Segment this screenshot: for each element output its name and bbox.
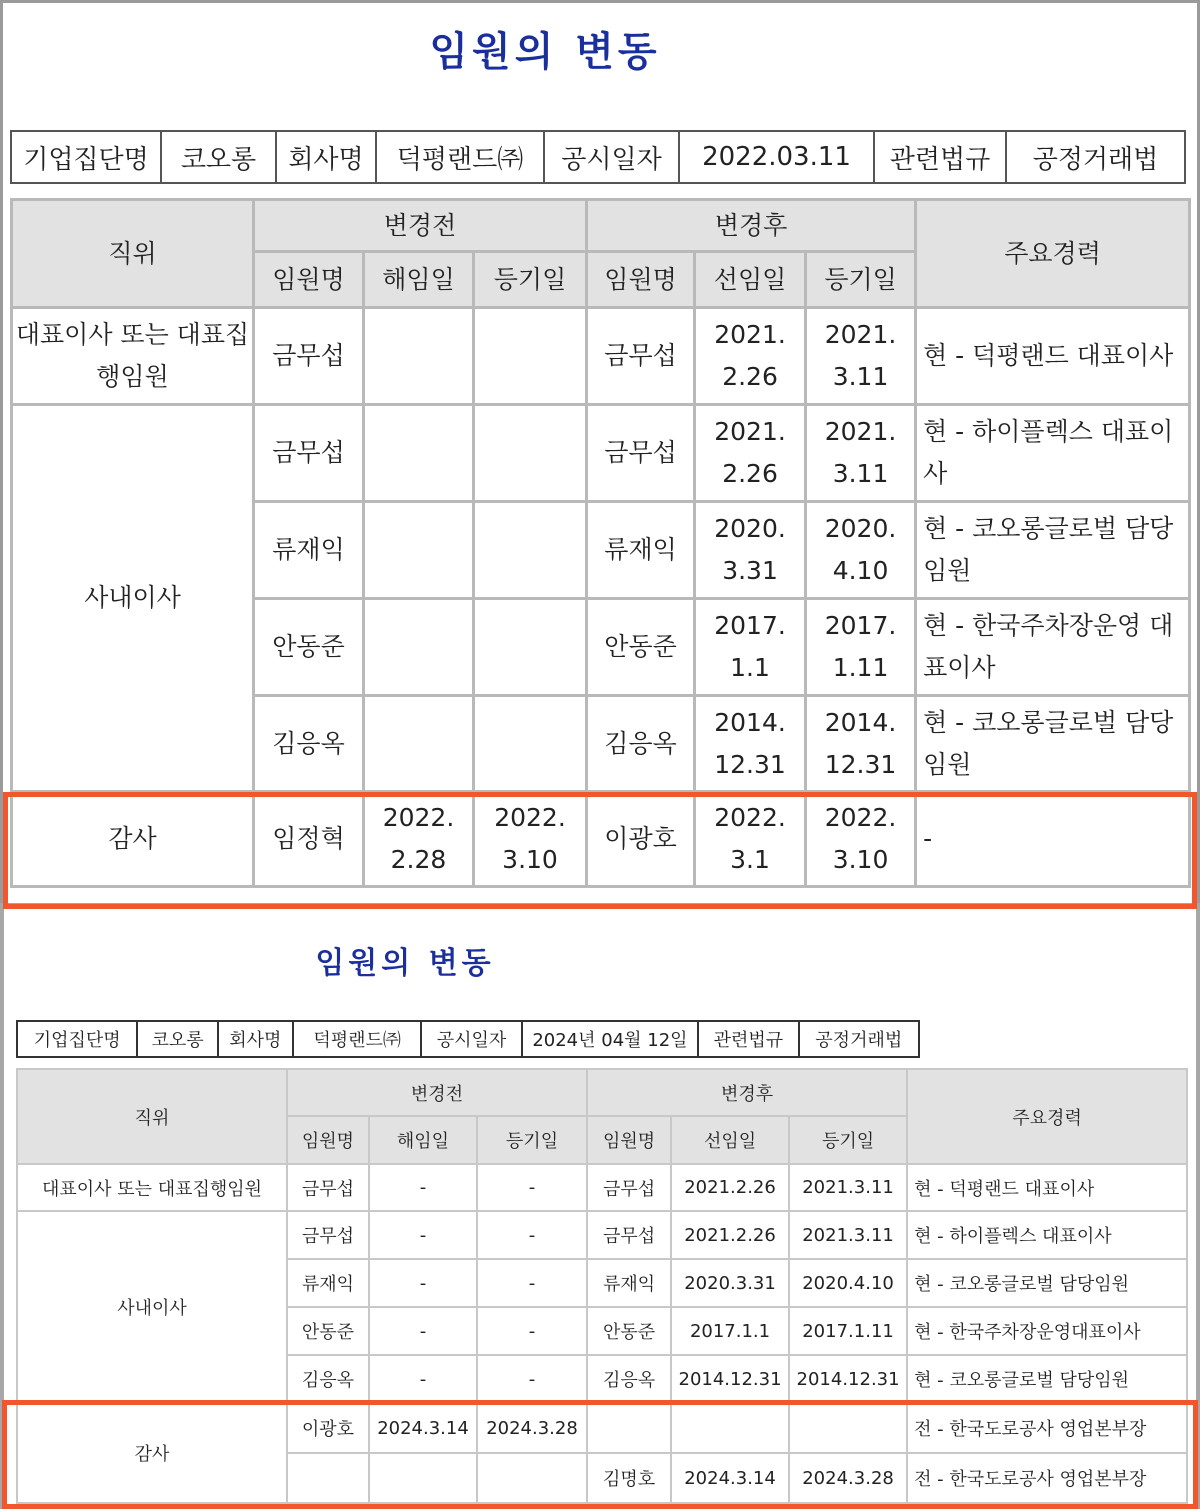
date-value: 2024년 04월 12일: [522, 1021, 699, 1057]
highlight-box-auditor-2022: [3, 792, 1197, 909]
dismiss-date-cell: -: [369, 1211, 477, 1259]
after-name-cell: 안동준: [587, 599, 695, 696]
before-reg-cell: -: [477, 1307, 587, 1355]
law-value: 공정거래법: [799, 1021, 919, 1057]
dismiss-date-cell: 2022. 2.28: [364, 792, 474, 887]
dismiss-date-cell: [364, 696, 474, 792]
position-cell: 사내이사: [12, 405, 254, 792]
after-name-cell: 김명호: [587, 1453, 671, 1503]
appoint-date-cell: 2014.12.31: [671, 1355, 789, 1403]
position-cell: 사내이사: [17, 1211, 287, 1403]
law-label: 관련법규: [698, 1021, 798, 1057]
position-cell: 대표이사 또는 대표집행임원: [17, 1164, 287, 1211]
after-name-cell: 이광호: [587, 792, 695, 887]
after-reg-header: 등기일: [789, 1116, 907, 1164]
before-reg-cell: 2024.3.28: [477, 1403, 587, 1453]
dismiss-date-header: 해임일: [364, 252, 474, 308]
after-reg-cell: 2014.12.31: [789, 1355, 907, 1403]
after-reg-header: 등기일: [806, 252, 916, 308]
after-reg-cell: 2014. 12.31: [806, 696, 916, 792]
before-name-cell: 류재익: [287, 1259, 369, 1307]
before-reg-cell: -: [477, 1164, 587, 1211]
dismiss-date-cell: 2024.3.14: [369, 1403, 477, 1453]
after-name-cell: 김응옥: [587, 1355, 671, 1403]
career-cell: 현 - 코오롱글로벌 담당임원: [907, 1355, 1187, 1403]
after-reg-cell: 2017. 1.11: [806, 599, 916, 696]
group-label: 기업집단명: [11, 131, 161, 183]
group-value: 코오롱: [161, 131, 276, 183]
company-label: 회사명: [276, 131, 376, 183]
after-name-cell: 금무섭: [587, 405, 695, 502]
appoint-date-cell: 2021.2.26: [671, 1164, 789, 1211]
company-value: 덕평랜드㈜: [293, 1021, 421, 1057]
position-header: 직위: [12, 200, 254, 308]
law-label: 관련법규: [874, 131, 1006, 183]
dismiss-date-cell: [364, 502, 474, 599]
after-reg-cell: 2020.4.10: [789, 1259, 907, 1307]
career-cell: 현 - 하이플렉스 대표이사: [907, 1211, 1187, 1259]
career-cell: 현 - 한국주차장운영대표이사: [907, 1307, 1187, 1355]
appoint-date-cell: 2017.1.1: [671, 1307, 789, 1355]
before-name-cell: 이광호: [287, 1403, 369, 1453]
after-name-header: 임원명: [587, 252, 695, 308]
company-label: 회사명: [218, 1021, 293, 1057]
appoint-date-cell: 2020. 3.31: [695, 502, 806, 599]
before-name-cell: 김응옥: [254, 696, 364, 792]
career-cell: 현 - 코오롱글로벌 담당임원: [916, 696, 1190, 792]
appoint-date-cell: 2021.2.26: [671, 1211, 789, 1259]
before-reg-cell: 2022. 3.10: [474, 792, 587, 887]
date-label: 공시일자: [544, 131, 679, 183]
before-reg-cell: [474, 502, 587, 599]
after-header: 변경후: [587, 200, 916, 252]
career-header: 주요경력: [916, 200, 1190, 308]
date-label: 공시일자: [421, 1021, 521, 1057]
before-reg-cell: -: [477, 1211, 587, 1259]
company-value: 덕평랜드㈜: [376, 131, 544, 183]
table-row: [17, 1164, 1187, 1211]
dismiss-date-cell: -: [369, 1164, 477, 1211]
career-header: 주요경력: [907, 1069, 1187, 1164]
appoint-date-cell: 2014. 12.31: [695, 696, 806, 792]
appoint-date-header: 선임일: [671, 1116, 789, 1164]
dismiss-date-cell: -: [369, 1355, 477, 1403]
before-reg-cell: -: [477, 1259, 587, 1307]
after-name-cell: 류재익: [587, 502, 695, 599]
dismiss-date-cell: [364, 405, 474, 502]
career-cell: 전 - 한국도로공사 영업본부장: [907, 1403, 1187, 1453]
after-name-cell: 금무섭: [587, 308, 695, 405]
after-reg-cell: 2022. 3.10: [806, 792, 916, 887]
after-reg-cell: 2024.3.28: [789, 1453, 907, 1503]
before-name-cell: 안동준: [287, 1307, 369, 1355]
after-reg-cell: 2017.1.11: [789, 1307, 907, 1355]
before-reg-cell: -: [477, 1355, 587, 1403]
after-name-cell: 금무섭: [587, 1164, 671, 1211]
before-name-cell: 임정혁: [254, 792, 364, 887]
appoint-date-header: 선임일: [695, 252, 806, 308]
after-name-header: 임원명: [587, 1116, 671, 1164]
before-name-cell: 안동준: [254, 599, 364, 696]
before-name-cell: 금무섭: [287, 1211, 369, 1259]
after-name-cell: 류재익: [587, 1259, 671, 1307]
appoint-date-cell: 2020.3.31: [671, 1259, 789, 1307]
highlight-box-auditor-2024: [2, 1400, 1198, 1509]
before-header: 변경전: [287, 1069, 587, 1116]
after-name-cell: 금무섭: [587, 1211, 671, 1259]
career-cell: -: [916, 792, 1190, 887]
before-header: 변경전: [254, 200, 587, 252]
table-row: [17, 1211, 1187, 1259]
career-cell: 현 - 덕평랜드 대표이사: [916, 308, 1190, 405]
after-reg-cell: 2021.3.11: [789, 1211, 907, 1259]
before-name-cell: 금무섭: [254, 405, 364, 502]
page-title: 임원의 변동: [429, 28, 661, 75]
before-reg-cell: [474, 696, 587, 792]
law-value: 공정거래법: [1006, 131, 1185, 183]
dismiss-date-cell: -: [369, 1259, 477, 1307]
before-name-cell: 금무섭: [254, 308, 364, 405]
table-row: [12, 308, 1190, 405]
dismiss-date-cell: -: [369, 1307, 477, 1355]
after-header: 변경후: [587, 1069, 907, 1116]
before-reg-cell: [474, 599, 587, 696]
before-reg-header: 등기일: [474, 252, 587, 308]
appoint-date-cell: 2021. 2.26: [695, 308, 806, 405]
career-cell: 현 - 하이플렉스 대표이사: [916, 405, 1190, 502]
appoint-date-cell: 2017. 1.1: [695, 599, 806, 696]
career-cell: 현 - 한국주차장운영 대표이사: [916, 599, 1190, 696]
career-cell: 현 - 코오롱글로벌 담당임원: [907, 1259, 1187, 1307]
after-name-cell: 안동준: [587, 1307, 671, 1355]
before-name-cell: 김응옥: [287, 1355, 369, 1403]
career-cell: 전 - 한국도로공사 영업본부장: [907, 1453, 1187, 1503]
appoint-date-cell: 2021. 2.26: [695, 405, 806, 502]
disclosure-info-table-2024: [16, 1020, 920, 1058]
position-header: 직위: [17, 1069, 287, 1164]
after-reg-cell: 2021.3.11: [789, 1164, 907, 1211]
before-reg-cell: [474, 405, 587, 502]
group-label: 기업집단명: [17, 1021, 137, 1057]
after-reg-cell: 2021. 3.11: [806, 308, 916, 405]
position-cell: 감사: [17, 1403, 287, 1503]
position-cell: 대표이사 또는 대표집행임원: [12, 308, 254, 405]
dismiss-date-header: 해임일: [369, 1116, 477, 1164]
dismiss-date-cell: [364, 308, 474, 405]
before-reg-cell: [474, 308, 587, 405]
date-value: 2022.03.11: [679, 131, 874, 183]
before-name-cell: 류재익: [254, 502, 364, 599]
after-name-cell: 김응옥: [587, 696, 695, 792]
after-reg-cell: 2021. 3.11: [806, 405, 916, 502]
appoint-date-cell: 2022. 3.1: [695, 792, 806, 887]
before-reg-header: 등기일: [477, 1116, 587, 1164]
page-title-2024: 임원의 변동: [315, 946, 495, 981]
disclosure-info-table: [10, 130, 1186, 184]
table-row: [12, 405, 1190, 502]
before-name-header: 임원명: [287, 1116, 369, 1164]
appoint-date-cell: 2024.3.14: [671, 1453, 789, 1503]
before-name-header: 임원명: [254, 252, 364, 308]
career-cell: 현 - 코오롱글로벌 담당임원: [916, 502, 1190, 599]
dismiss-date-cell: [364, 599, 474, 696]
officer-change-table: [10, 198, 1191, 888]
career-cell: 현 - 덕평랜드 대표이사: [907, 1164, 1187, 1211]
before-name-cell: 금무섭: [287, 1164, 369, 1211]
after-reg-cell: 2020. 4.10: [806, 502, 916, 599]
group-value: 코오롱: [137, 1021, 217, 1057]
position-cell: 감사: [12, 792, 254, 887]
